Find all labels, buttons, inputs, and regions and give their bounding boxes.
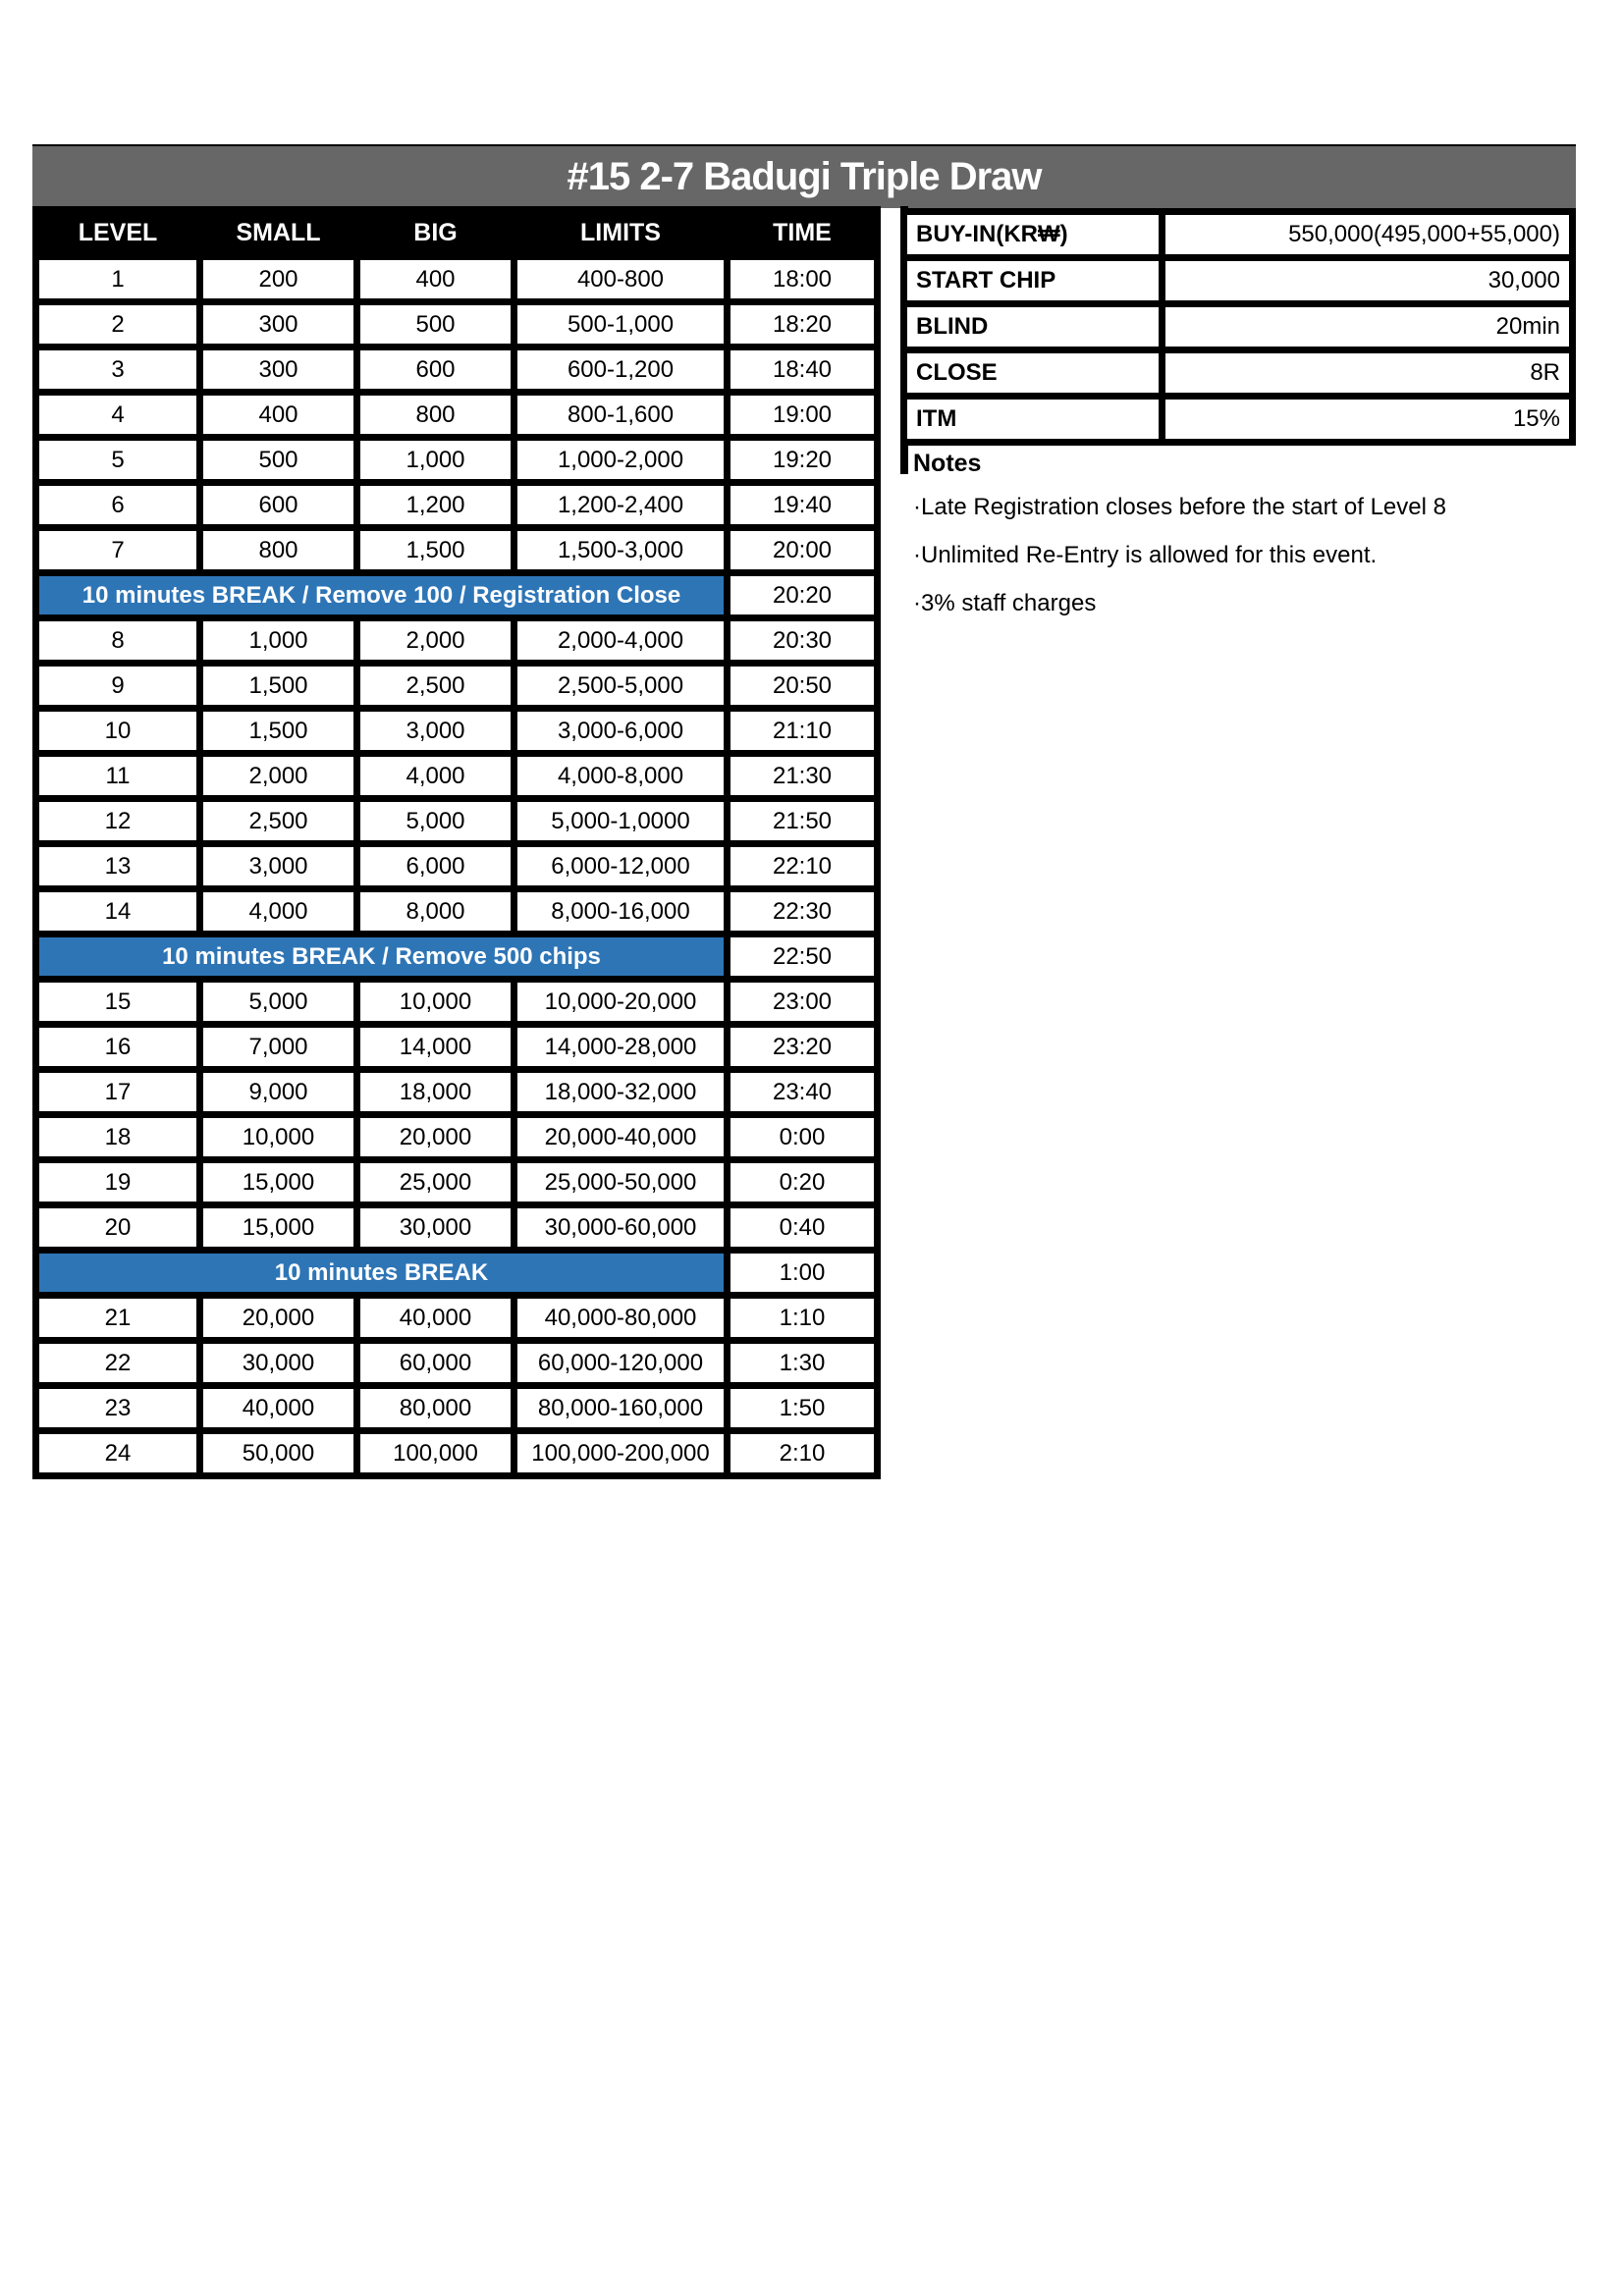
info-label-buyin: BUY-IN(KR₩) [904, 212, 1163, 258]
cell-time: 19:00 [728, 393, 878, 438]
cell-big: 400 [357, 257, 514, 302]
cell-limits: 2,000-4,000 [514, 618, 728, 664]
note-item-late-registration: ·Late Registration closes before the start of Level 8 [913, 494, 1446, 520]
level-row [36, 1386, 878, 1431]
break-time: 20:20 [728, 573, 878, 618]
col-header-time: TIME [728, 210, 878, 257]
cell-limits: 5,000-1,0000 [514, 799, 728, 844]
cell-level: 1 [36, 257, 200, 302]
cell-limits: 400-800 [514, 257, 728, 302]
break-row [36, 1251, 878, 1296]
level-row [36, 618, 878, 664]
cell-time: 23:20 [728, 1025, 878, 1070]
cell-small: 3,000 [200, 844, 357, 889]
cell-big: 500 [357, 302, 514, 347]
cell-time: 21:50 [728, 799, 878, 844]
cell-big: 30,000 [357, 1205, 514, 1251]
level-row [36, 483, 878, 528]
cell-small: 200 [200, 257, 357, 302]
cell-limits: 10,000-20,000 [514, 980, 728, 1025]
cell-small: 7,000 [200, 1025, 357, 1070]
cell-level: 7 [36, 528, 200, 573]
cell-big: 6,000 [357, 844, 514, 889]
cell-level: 16 [36, 1025, 200, 1070]
cell-time: 1:10 [728, 1296, 878, 1341]
level-row [36, 664, 878, 709]
cell-level: 9 [36, 664, 200, 709]
info-value-itm: 15% [1163, 397, 1573, 443]
cell-big: 1,200 [357, 483, 514, 528]
info-value-buyin: 550,000(495,000+55,000) [1163, 212, 1573, 258]
break-label: 10 minutes BREAK / Remove 100 / Registration Close [36, 573, 728, 618]
cell-time: 22:10 [728, 844, 878, 889]
break-label: 10 minutes BREAK [36, 1251, 728, 1296]
level-row [36, 347, 878, 393]
cell-limits: 80,000-160,000 [514, 1386, 728, 1431]
break-time: 22:50 [728, 934, 878, 980]
cell-limits: 4,000-8,000 [514, 754, 728, 799]
cell-limits: 6,000-12,000 [514, 844, 728, 889]
cell-time: 23:00 [728, 980, 878, 1025]
cell-limits: 3,000-6,000 [514, 709, 728, 754]
cell-time: 22:30 [728, 889, 878, 934]
cell-level: 21 [36, 1296, 200, 1341]
cell-small: 5,000 [200, 980, 357, 1025]
level-row [36, 1160, 878, 1205]
cell-level: 6 [36, 483, 200, 528]
cell-level: 23 [36, 1386, 200, 1431]
cell-level: 19 [36, 1160, 200, 1205]
cell-level: 14 [36, 889, 200, 934]
cell-small: 50,000 [200, 1431, 357, 1476]
cell-time: 19:20 [728, 438, 878, 483]
cell-small: 2,000 [200, 754, 357, 799]
cell-limits: 2,500-5,000 [514, 664, 728, 709]
cell-small: 15,000 [200, 1160, 357, 1205]
level-row [36, 1115, 878, 1160]
cell-time: 23:40 [728, 1070, 878, 1115]
cell-big: 600 [357, 347, 514, 393]
level-row [36, 980, 878, 1025]
cell-level: 10 [36, 709, 200, 754]
cell-limits: 1,200-2,400 [514, 483, 728, 528]
note-item-staff-charges: ·3% staff charges [913, 590, 1097, 616]
cell-limits: 18,000-32,000 [514, 1070, 728, 1115]
cell-big: 10,000 [357, 980, 514, 1025]
cell-small: 1,500 [200, 709, 357, 754]
cell-time: 2:10 [728, 1431, 878, 1476]
cell-small: 500 [200, 438, 357, 483]
tournament-title-text: #15 2-7 Badugi Triple Draw [567, 155, 1042, 198]
cell-big: 1,500 [357, 528, 514, 573]
level-row [36, 302, 878, 347]
cell-small: 30,000 [200, 1341, 357, 1386]
level-row [36, 1070, 878, 1115]
cell-big: 60,000 [357, 1341, 514, 1386]
col-header-limits: LIMITS [514, 210, 728, 257]
cell-big: 2,000 [357, 618, 514, 664]
info-row-itm [904, 397, 1573, 443]
cell-small: 1,500 [200, 664, 357, 709]
cell-limits: 600-1,200 [514, 347, 728, 393]
cell-level: 13 [36, 844, 200, 889]
cell-level: 20 [36, 1205, 200, 1251]
note-item-reentry: ·Unlimited Re-Entry is allowed for this event. [913, 542, 1378, 568]
info-value-close: 8R [1163, 350, 1573, 397]
info-label-itm: ITM [904, 397, 1163, 443]
cell-small: 300 [200, 347, 357, 393]
cell-limits: 8,000-16,000 [514, 889, 728, 934]
cell-big: 40,000 [357, 1296, 514, 1341]
cell-big: 100,000 [357, 1431, 514, 1476]
cell-small: 15,000 [200, 1205, 357, 1251]
break-row [36, 573, 878, 618]
level-row [36, 1205, 878, 1251]
blind-table-header-row [36, 210, 878, 257]
cell-big: 1,000 [357, 438, 514, 483]
cell-level: 18 [36, 1115, 200, 1160]
level-row [36, 754, 878, 799]
notes-heading: Notes [913, 450, 982, 477]
cell-level: 8 [36, 618, 200, 664]
level-row [36, 709, 878, 754]
level-row [36, 1431, 878, 1476]
cell-small: 40,000 [200, 1386, 357, 1431]
cell-big: 14,000 [357, 1025, 514, 1070]
info-label-start-chip: START CHIP [904, 258, 1163, 304]
cell-small: 600 [200, 483, 357, 528]
level-row [36, 438, 878, 483]
cell-small: 300 [200, 302, 357, 347]
cell-time: 0:00 [728, 1115, 878, 1160]
cell-level: 11 [36, 754, 200, 799]
info-value-blind: 20min [1163, 304, 1573, 350]
blind-structure-table [32, 206, 881, 1479]
cell-time: 20:00 [728, 528, 878, 573]
cell-level: 5 [36, 438, 200, 483]
cell-limits: 20,000-40,000 [514, 1115, 728, 1160]
cell-level: 3 [36, 347, 200, 393]
cell-big: 20,000 [357, 1115, 514, 1160]
level-row [36, 889, 878, 934]
cell-limits: 1,500-3,000 [514, 528, 728, 573]
cell-limits: 40,000-80,000 [514, 1296, 728, 1341]
col-header-big: BIG [357, 210, 514, 257]
cell-small: 10,000 [200, 1115, 357, 1160]
cell-limits: 500-1,000 [514, 302, 728, 347]
cell-big: 5,000 [357, 799, 514, 844]
level-row [36, 257, 878, 302]
cell-big: 3,000 [357, 709, 514, 754]
cell-limits: 25,000-50,000 [514, 1160, 728, 1205]
cell-small: 1,000 [200, 618, 357, 664]
break-time: 1:00 [728, 1251, 878, 1296]
cell-limits: 30,000-60,000 [514, 1205, 728, 1251]
level-row [36, 528, 878, 573]
cell-big: 25,000 [357, 1160, 514, 1205]
cell-time: 19:40 [728, 483, 878, 528]
cell-small: 20,000 [200, 1296, 357, 1341]
cell-time: 18:20 [728, 302, 878, 347]
info-row-close [904, 350, 1573, 397]
cell-time: 18:40 [728, 347, 878, 393]
cell-small: 400 [200, 393, 357, 438]
cell-limits: 14,000-28,000 [514, 1025, 728, 1070]
level-row [36, 844, 878, 889]
col-header-small: SMALL [200, 210, 357, 257]
cell-big: 80,000 [357, 1386, 514, 1431]
cell-big: 8,000 [357, 889, 514, 934]
cell-time: 1:50 [728, 1386, 878, 1431]
cell-limits: 100,000-200,000 [514, 1431, 728, 1476]
cell-big: 800 [357, 393, 514, 438]
notes-section [913, 450, 1610, 638]
cell-level: 24 [36, 1431, 200, 1476]
tournament-info-table [900, 208, 1576, 446]
cell-level: 4 [36, 393, 200, 438]
info-row-blind [904, 304, 1573, 350]
cell-time: 18:00 [728, 257, 878, 302]
cell-limits: 1,000-2,000 [514, 438, 728, 483]
col-header-level: LEVEL [36, 210, 200, 257]
cell-small: 9,000 [200, 1070, 357, 1115]
cell-time: 21:10 [728, 709, 878, 754]
level-row [36, 393, 878, 438]
cell-small: 2,500 [200, 799, 357, 844]
cell-level: 15 [36, 980, 200, 1025]
cell-big: 2,500 [357, 664, 514, 709]
info-row-start-chip [904, 258, 1573, 304]
cell-level: 17 [36, 1070, 200, 1115]
level-row [36, 799, 878, 844]
cell-limits: 60,000-120,000 [514, 1341, 728, 1386]
info-label-blind: BLIND [904, 304, 1163, 350]
cell-big: 4,000 [357, 754, 514, 799]
cell-small: 4,000 [200, 889, 357, 934]
cell-level: 12 [36, 799, 200, 844]
cell-level: 2 [36, 302, 200, 347]
cell-time: 1:30 [728, 1341, 878, 1386]
break-label: 10 minutes BREAK / Remove 500 chips [36, 934, 728, 980]
cell-time: 20:30 [728, 618, 878, 664]
tournament-title-bar [32, 144, 1576, 208]
level-row [36, 1341, 878, 1386]
cell-time: 20:50 [728, 664, 878, 709]
level-row [36, 1025, 878, 1070]
info-value-start-chip: 30,000 [1163, 258, 1573, 304]
cell-time: 0:20 [728, 1160, 878, 1205]
level-row [36, 1296, 878, 1341]
info-row-buyin [904, 212, 1573, 258]
cell-big: 18,000 [357, 1070, 514, 1115]
cell-time: 0:40 [728, 1205, 878, 1251]
break-row [36, 934, 878, 980]
cell-small: 800 [200, 528, 357, 573]
cell-limits: 800-1,600 [514, 393, 728, 438]
cell-level: 22 [36, 1341, 200, 1386]
info-label-close: CLOSE [904, 350, 1163, 397]
cell-time: 21:30 [728, 754, 878, 799]
